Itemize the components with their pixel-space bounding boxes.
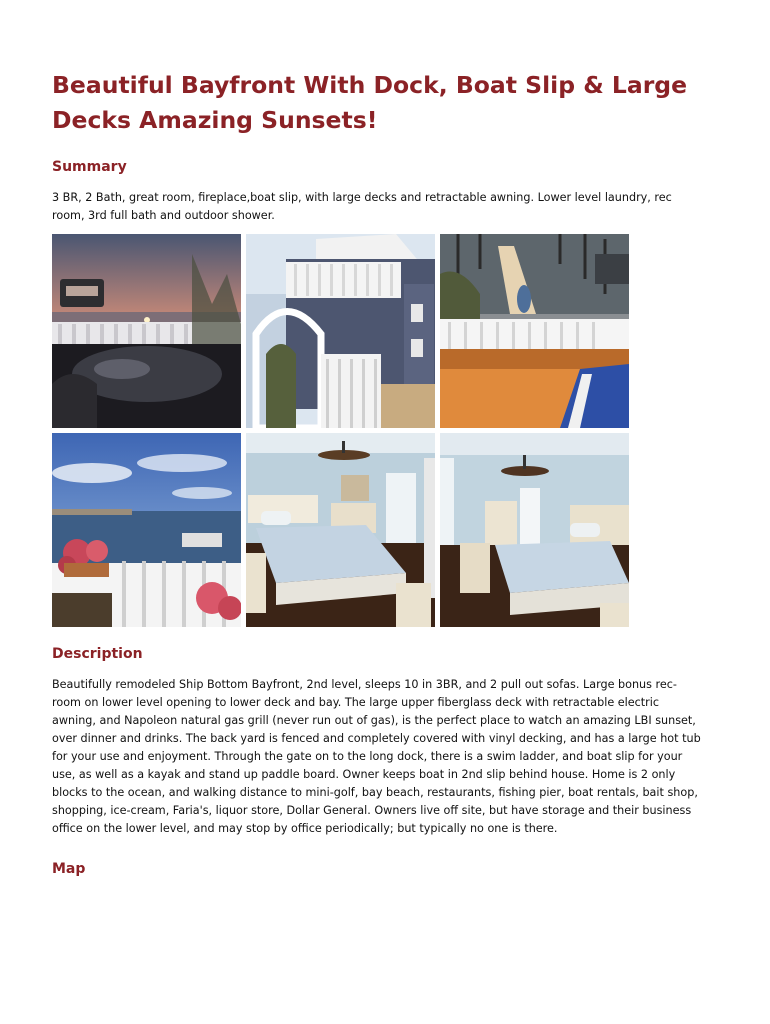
house-exterior-arbor-photo[interactable] [246,234,435,428]
description-line: room on lower level opening to lower deck and bay. The large upper fiberglass deck with retractable electric [52,696,660,709]
bedroom-2-photo[interactable] [440,433,629,627]
summary-line: room, 3rd full bath and outdoor shower. [52,209,275,222]
description-line: awning, and Napoleon natural gas grill (never run out of gas), is the perfect place to watch an amazing LBI sunset, [52,714,696,727]
summary-heading: Summary [52,159,127,175]
description-text [52,676,716,838]
summary-line: 3 BR, 2 Bath, great room, fireplace,boat slip, with large decks and retractable awning. Lower level laundry, rec [52,191,672,204]
listing-title-line-2: Decks Amazing Sunsets! [52,106,378,134]
photo-gallery [52,234,632,627]
dock-deck-photo[interactable] [440,234,629,428]
sunset-hot-tub-photo[interactable] [52,234,241,428]
description-line: Beautifully remodeled Ship Bottom Bayfront, 2nd level, sleeps 10 in 3BR, and 2 pull out sofas. Large bonus rec- [52,678,677,691]
listing-title-line-1: Beautiful Bayfront With Dock, Boat Slip & Large [52,71,688,99]
description-line: use, as well as a kayak and stand up paddle board. Owner keeps boat in 2nd slip behind house. Home is 2 only [52,768,676,781]
bedroom-1-photo[interactable] [246,433,435,627]
description-line: office on the lower level, and may stop by office periodically; but typically no one is there. [52,822,558,835]
description-line: for your use and enjoyment. Through the gate on to the long dock, there is a swim ladder, and boat slip for your [52,750,683,763]
description-line: blocks to the ocean, and walking distance to mini-golf, bay beach, restaurants, fishing pier, boat rentals, bait shop, [52,786,698,799]
map-heading: Map [52,861,86,877]
listing-title [52,68,712,138]
description-line: shopping, ice-cream, Faria's, liquor store, Dollar General. Owners live off site, but have storage and their business [52,804,692,817]
bay-view-deck-photo[interactable] [52,433,241,627]
description-heading: Description [52,646,143,662]
description-line: over dinner and drinks. The back yard is fenced and completely covered with vinyl decking, and has a large hot tub [52,732,701,745]
summary-text [52,189,716,225]
